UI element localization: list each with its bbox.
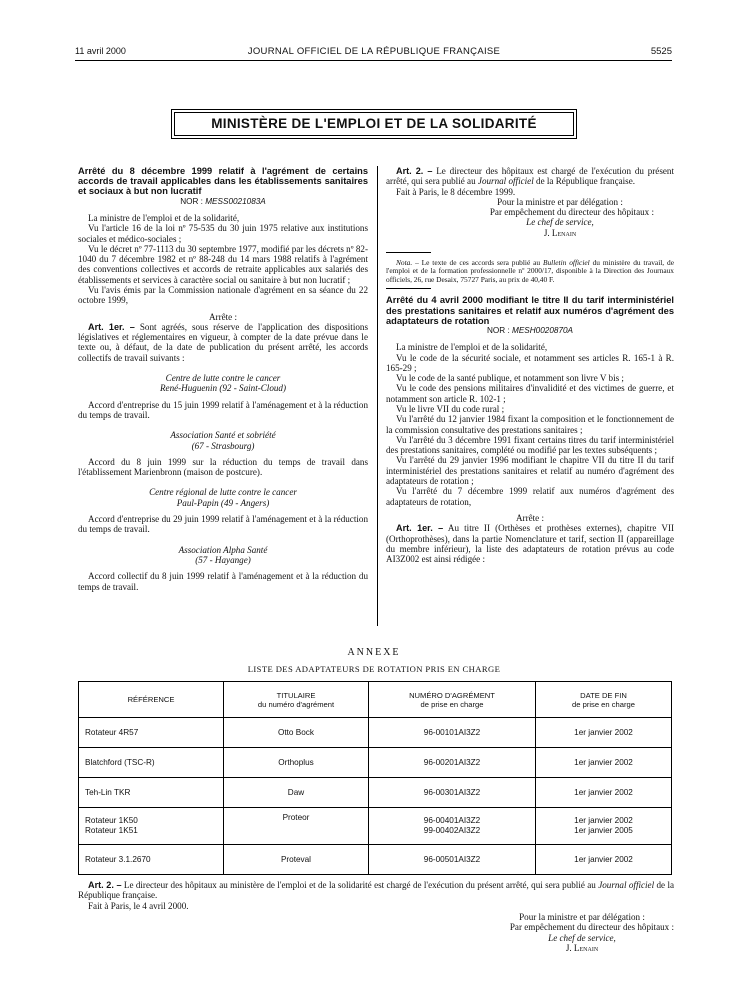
org-2-name: Association Santé et sobriété [170,430,276,441]
cell-reference: Blatchford (TSC-R) [79,748,224,778]
cell-date: 1er janvier 2002 [536,845,672,875]
cell-reference: Rotateur 4R57 [79,718,224,748]
signature-block-2: Pour la ministre et par délégation : Par empêchement du directeur des hôpitaux : Le chef de service, J. Lenain [509,912,674,953]
article-2-bottom: Art. 2. – Le directeur des hôpitaux au ministère de l'emploi et de la solidarité est chargé de l'exécution du présent arrêté, qui sera publié au Journal officiel de la République française. [78,880,675,901]
nota: Nota. – Le texte de ces accords sera publié au Bulletin officiel du ministère du travail, de l'emploi et de la formation professionnelle nº 2000/17, disponible à la Direction des Journaux officiels, 26, rue Desaix, 75727 Paris, au prix de 40,40 F. [386,258,674,284]
minister-line-2: La ministre de l'emploi et de la solidarité, [396,342,548,353]
cell-titulaire: Daw [224,778,369,808]
accord-2: Accord du 8 juin 1999 sur la réduction du temps de travail dans l'établissement Marienbronn (maison de postcure). [78,456,368,478]
table-row [79,778,672,808]
org-1-place: René-Huguenin (92 - Saint-Cloud) [159,383,287,394]
visa-r3: Vu le code des pensions militaires d'invalidité et des victimes de guerre, et notamment son article R. 102-1 ; [386,383,674,404]
adapters-table [78,681,672,875]
column-divider [377,166,378,626]
arrete-heading-2: Arrête : [515,512,545,523]
visa-r2: Vu le code de la santé publique, et notamment son livre V bis ; [396,373,624,384]
accord-4: Accord collectif du 8 juin 1999 relatif à l'aménagement et à la réduction du temps de travail. [78,571,368,592]
cell-date: 1er janvier 2002 1er janvier 2005 [536,808,672,845]
cell-date: 1er janvier 2002 [536,718,672,748]
col-header-titulaire: TITULAIRE du numéro d'agrément [224,682,369,718]
cell-numero: 96-00501AI3Z2 [369,845,536,875]
visa-2: Vu le décret nº 77-1113 du 30 septembre 1977, modifié par les décrets nº 82-1040 du 7 décembre 1982 et nº 88-248 du 14 mars 1988 relatifs à l'agrément des conventions collectives et accords de retraite applicables aux salariés des établissements et services à caractère social ou sanitaire à but non lucratif ; [78,243,368,285]
left-column [78,166,368,592]
header-journal-title: JOURNAL OFFICIEL DE LA RÉPUBLIQUE FRANÇAISE [247,46,501,57]
cell-date: 1er janvier 2002 [536,748,672,778]
visa-r7: Vu l'arrêté du 29 janvier 1996 modifiant le chapitre VII du titre II du tarif interministériel des prestations sanitaires et relatif au numéro d'agrément des adaptateurs de rotation ; [386,455,674,487]
cell-titulaire: Otto Bock [224,718,369,748]
nor-line-2: NOR : MESH0020870A [486,325,574,335]
visa-1: Vu l'article 16 de la loi nº 75-535 du 30 juin 1975 relative aux institutions sociales et médico-sociales ; [78,223,368,244]
article-1-left: Art. 1er. – Sont agréés, sous réserve de l'application des dispositions législatives et réglementaires en vigueur, à compter de la date prévue dans le texte ou, à défaut, de la date de publication du présent arrêté, les accords collectifs de travail suivants : [78,321,368,363]
table-header-row [79,682,672,718]
org-2-place: (67 - Strasbourg) [191,440,255,451]
article-1-right: Art. 1er. – Au titre II (Orthèses et prothèses externes), chapitre VII (Orthoprothèses), dans la partie Nomenclature et tarif, section II (appareillage du membre inférieur), la liste des adaptateurs de rotation prévus au code AI3Z002 est ainsi rédigée : [386,523,674,565]
table-row [79,808,672,845]
decree-title-1: Arrêté du 8 décembre 1999 relatif à l'agrément de certains accords de travail applicables dans les établissements sanitaires et sociaux à but non lucratif [78,166,368,197]
arrete-heading-1: Arrête : [208,311,238,322]
section-rule [386,288,431,289]
cell-reference: Rotateur 3.1.2670 [79,845,224,875]
cell-numero: 96-00401AI3Z2 99-00402AI3Z2 [369,808,536,845]
visa-r8: Vu l'arrêté du 7 décembre 1999 relatif aux numéros d'agrément des adaptateurs de rotation, [386,486,674,507]
header-page-number: 5525 [650,46,672,57]
accord-3: Accord d'entreprise du 29 juin 1999 relatif à l'aménagement et à la réduction du temps de travail. [78,514,368,535]
nor-line-1: NOR : MESS0021083A [180,196,266,206]
table-row [79,718,672,748]
accord-1: Accord d'entreprise du 15 juin 1999 relatif à l'aménagement et à la réduction du temps de travail. [78,399,368,420]
decree-title-2: Arrêté du 4 avril 2000 modifiant le titre II du tarif interministériel des prestations sanitaires et relatif aux numéros d'agrément des adaptateurs de rotation [386,295,674,326]
visa-3: Vu l'avis émis par la Commission nationale d'agrément en sa séance du 22 octobre 1999, [78,284,368,306]
col-header-reference: RÉFÉRENCE [79,682,224,718]
note-rule [386,252,431,253]
minister-line: La ministre de l'emploi et de la solidarité, [88,212,240,223]
visa-r4: Vu le livre VII du code rural ; [396,403,505,414]
cell-date: 1er janvier 2002 [536,778,672,808]
org-3-place: Paul-Papin (49 - Angers) [176,497,270,508]
annexe-subtitle: LISTE DES ADAPTATEURS DE ROTATION PRIS EN CHARGE [247,664,501,674]
cell-titulaire: Proteval [224,845,369,875]
header-date: 11 avril 2000 [75,46,126,56]
org-4-name: Association Alpha Santé [178,544,268,555]
annexe-title: ANNEXE [347,647,401,658]
org-1-name: Centre de lutte contre le cancer [165,373,281,384]
ministry-banner: MINISTÈRE DE L'EMPLOI ET DE LA SOLIDARITÉ [174,112,574,136]
table-row [79,748,672,778]
cell-reference: Teh-Lin TKR [79,778,224,808]
header-rule [75,60,672,61]
cell-numero: 96-00201AI3Z2 [369,748,536,778]
fait-line-2: Fait à Paris, le 4 avril 2000. [88,900,189,911]
col-header-numero: NUMÉRO D'AGRÉMENT de prise en charge [369,682,536,718]
org-4-place: (57 - Hayange) [195,554,251,565]
cell-numero: 96-00301AI3Z2 [369,778,536,808]
visa-r5: Vu l'arrêté du 12 janvier 1984 fixant la composition et le fonctionnement de la commission consultative des prestations sanitaires ; [386,414,674,435]
article-2-right: Art. 2. – Le directeur des hôpitaux est chargé de l'exécution du présent arrêté, qui sera publié au Journal officiel de la République française. [386,166,674,187]
fait-line-1: Fait à Paris, le 8 décembre 1999. [396,186,516,197]
cell-numero: 96-00101AI3Z2 [369,718,536,748]
bottom-article [78,880,674,911]
visa-r1: Vu le code de la sécurité sociale, et notamment ses articles R. 165-1 à R. 165-29 ; [386,352,674,373]
right-column [386,166,674,564]
cell-reference: Rotateur 1K50 Rotateur 1K51 [79,808,224,845]
signature-block-1: Pour la ministre et par délégation : Par empêchement du directeur des hôpitaux : Le chef de service, J. Lenain [489,196,654,238]
col-header-date: DATE DE FIN de prise en charge [536,682,672,718]
cell-titulaire: Proteor [224,808,369,845]
cell-titulaire: Orthoplus [224,748,369,778]
table-row [79,845,672,875]
visa-r6: Vu l'arrêté du 3 décembre 1991 fixant certains titres du tarif interministériel des prestations sanitaires, complété ou modifié par les textes subséquents ; [386,434,674,456]
org-3-name: Centre régional de lutte contre le cancer [149,487,297,498]
